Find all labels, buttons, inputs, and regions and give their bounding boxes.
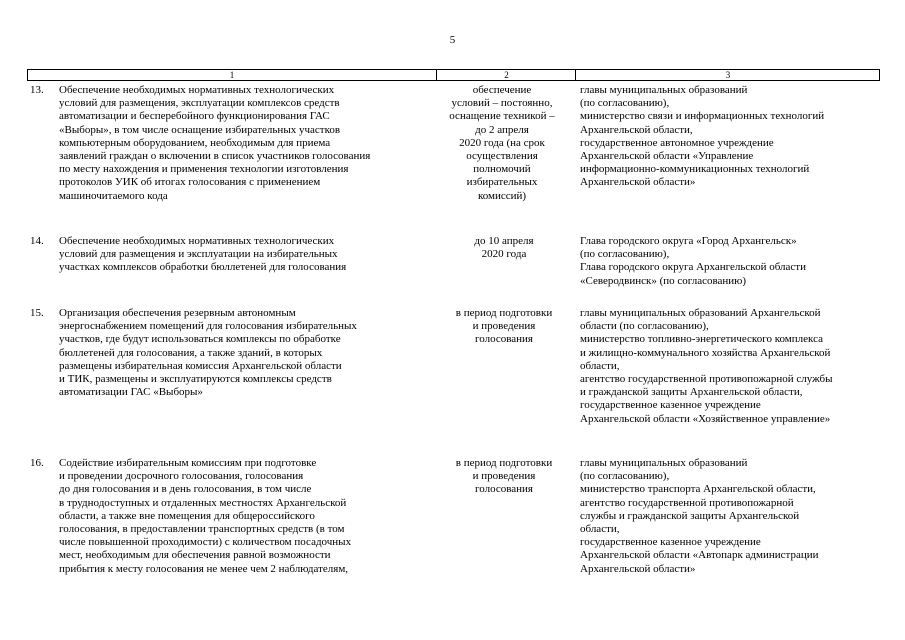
description-line: заявлений граждан о включении в список участников голосования (59, 150, 371, 163)
description-line: прибытия к месту голосования не менее чем 2 наблюдателям, (59, 562, 349, 575)
description-line: Обеспечение необходимых нормативных технологических (59, 235, 335, 247)
responsible-line: Глава городского округа Архангельской области (580, 261, 806, 274)
deadline-line: и проведения (472, 320, 536, 333)
responsible-line: главы муниципальных образований (580, 457, 748, 469)
row-deadline (434, 84, 570, 203)
responsible-line: министерство связи и информационных технологий (580, 110, 825, 123)
deadline-line: до 10 апреля (474, 235, 534, 247)
row-description (59, 307, 433, 399)
responsible-line: агентство государственной противопожарной службы (580, 373, 833, 386)
responsible-line: Глава городского округа «Город Архангельск» (580, 235, 797, 247)
responsible-line: государственное казенное учреждение (580, 536, 761, 549)
description-line: условий для размещения и эксплуатации на избирательных (59, 248, 338, 261)
description-line: Организация обеспечения резервным автономным (59, 307, 296, 319)
description-line: машиночитаемого кода (59, 189, 168, 202)
description-line: голосования, в предоставлении транспортных средств (в том (59, 523, 345, 536)
description-line: автоматизации и бесперебойного функционирования ГАС (59, 110, 330, 123)
row-responsible (580, 307, 900, 426)
row-responsible (580, 457, 900, 576)
deadline-line: голосования (474, 333, 533, 346)
responsible-line: главы муниципальных образований Архангельской (580, 307, 821, 319)
responsible-line: государственное автономное учреждение (580, 136, 774, 149)
column-3-header: 3 (575, 70, 880, 80)
responsible-line: (по согласованию), (580, 248, 670, 261)
table-header (27, 69, 880, 81)
row-description (59, 235, 433, 275)
row-responsible (580, 235, 900, 288)
description-line: в труднодоступных и отдаленных местностях Архангельской (59, 496, 347, 509)
responsible-line: министерство топливно-энергетического комплекса (580, 333, 823, 346)
description-line: «Выборы», в том числе оснащение избирательных участков (59, 123, 341, 136)
responsible-line: Архангельской области» (580, 176, 696, 189)
deadline-line: 2020 года (на срок (459, 136, 545, 149)
row-description (59, 84, 433, 203)
responsible-line: области (по согласованию), (580, 320, 709, 333)
responsible-line: Архангельской области, (580, 123, 693, 136)
responsible-line: и гражданской защиты Архангельской области, (580, 386, 803, 399)
row-number: 13. (30, 84, 44, 96)
page-number: 5 (449, 34, 456, 46)
description-line: до дня голосования и в день голосования, в том числе (59, 483, 312, 496)
responsible-line: и жилищно-коммунального хозяйства Архангельской (580, 346, 831, 359)
row-deadline (436, 307, 572, 347)
deadline-line: условий – постоянно, (451, 97, 553, 110)
column-1-header: 1 (229, 70, 235, 80)
description-line: участков, где будут использоваться комплексы по обработке (59, 333, 341, 346)
deadline-line: осуществления (466, 150, 538, 163)
deadline-line: и проведения (472, 470, 536, 483)
description-line: мест, необходимым для обеспечения равной возможности (59, 549, 331, 562)
responsible-line: «Северодвинск» (по согласованию) (580, 274, 747, 287)
description-line: автоматизации ГАС «Выборы» (59, 386, 203, 399)
responsible-line: Архангельской области «Хозяйственное управление» (580, 412, 831, 425)
description-line: и проведении досрочного голосования, голосования (59, 470, 304, 483)
responsible-line: (по согласованию), (580, 97, 670, 110)
responsible-line: агентство государственной противопожарной (580, 496, 794, 509)
deadline-line: в период подготовки (455, 457, 553, 469)
deadline-line: полномочий (473, 163, 531, 176)
description-line: области, а также вне помещения для общероссийского (59, 509, 315, 522)
row-description (59, 457, 433, 576)
row-number: 14. (30, 235, 44, 247)
responsible-line: области, (580, 359, 620, 372)
deadline-line: до 2 апреля (475, 123, 529, 136)
description-line: размещены избирательная комиссия Архангельской области (59, 359, 342, 372)
deadline-line: в период подготовки (455, 307, 553, 319)
description-line: Обеспечение необходимых нормативных технологических (59, 84, 335, 96)
description-line: по месту нахождения и применения технологии изготовления (59, 163, 349, 176)
row-responsible (580, 84, 900, 190)
responsible-line: (по согласованию), (580, 470, 670, 483)
column-2-header: 2 (436, 70, 576, 80)
description-line: бюллетеней для голосования, а также зданий, в которых (59, 346, 323, 359)
responsible-line: Архангельской области «Автопарк администрации (580, 549, 819, 562)
responsible-line: главы муниципальных образований (580, 84, 748, 96)
responsible-line: Архангельской области» (580, 562, 696, 575)
row-number: 16. (30, 457, 44, 469)
deadline-line: обеспечение (472, 84, 532, 96)
deadline-line: оснащение техникой – (449, 110, 555, 123)
deadline-line: 2020 года (481, 248, 527, 261)
description-line: числе повышенной проходимости) с количеством посадочных (59, 536, 352, 549)
deadline-line: комиссий) (477, 189, 527, 202)
description-line: протоколов УИК об итогах голосования с применением (59, 176, 321, 189)
responsible-line: области, (580, 523, 620, 536)
deadline-line: голосования (474, 483, 533, 496)
responsible-line: Архангельской области «Управление (580, 150, 754, 163)
description-line: Содействие избирательным комиссиям при подготовке (59, 457, 317, 469)
row-number: 15. (30, 307, 44, 319)
description-line: участках комплексов обработки бюллетеней для голосования (59, 261, 347, 274)
responsible-line: министерство транспорта Архангельской области, (580, 483, 816, 496)
responsible-line: службы и гражданской защиты Архангельской (580, 509, 800, 522)
responsible-line: информационно-коммуникационных технологий (580, 163, 810, 176)
row-deadline (436, 235, 572, 261)
description-line: компьютерным оборудованием, необходимым для приема (59, 136, 331, 149)
description-line: энергоснабжением помещений для голосования избирательных (59, 320, 357, 333)
description-line: условий для размещения, эксплуатации комплексов средств (59, 97, 340, 110)
deadline-line: избирательных (466, 176, 538, 189)
row-deadline (436, 457, 572, 497)
description-line: и ТИК, размещены и эксплуатируются комплексы средств (59, 373, 332, 386)
responsible-line: государственное казенное учреждение (580, 399, 761, 412)
